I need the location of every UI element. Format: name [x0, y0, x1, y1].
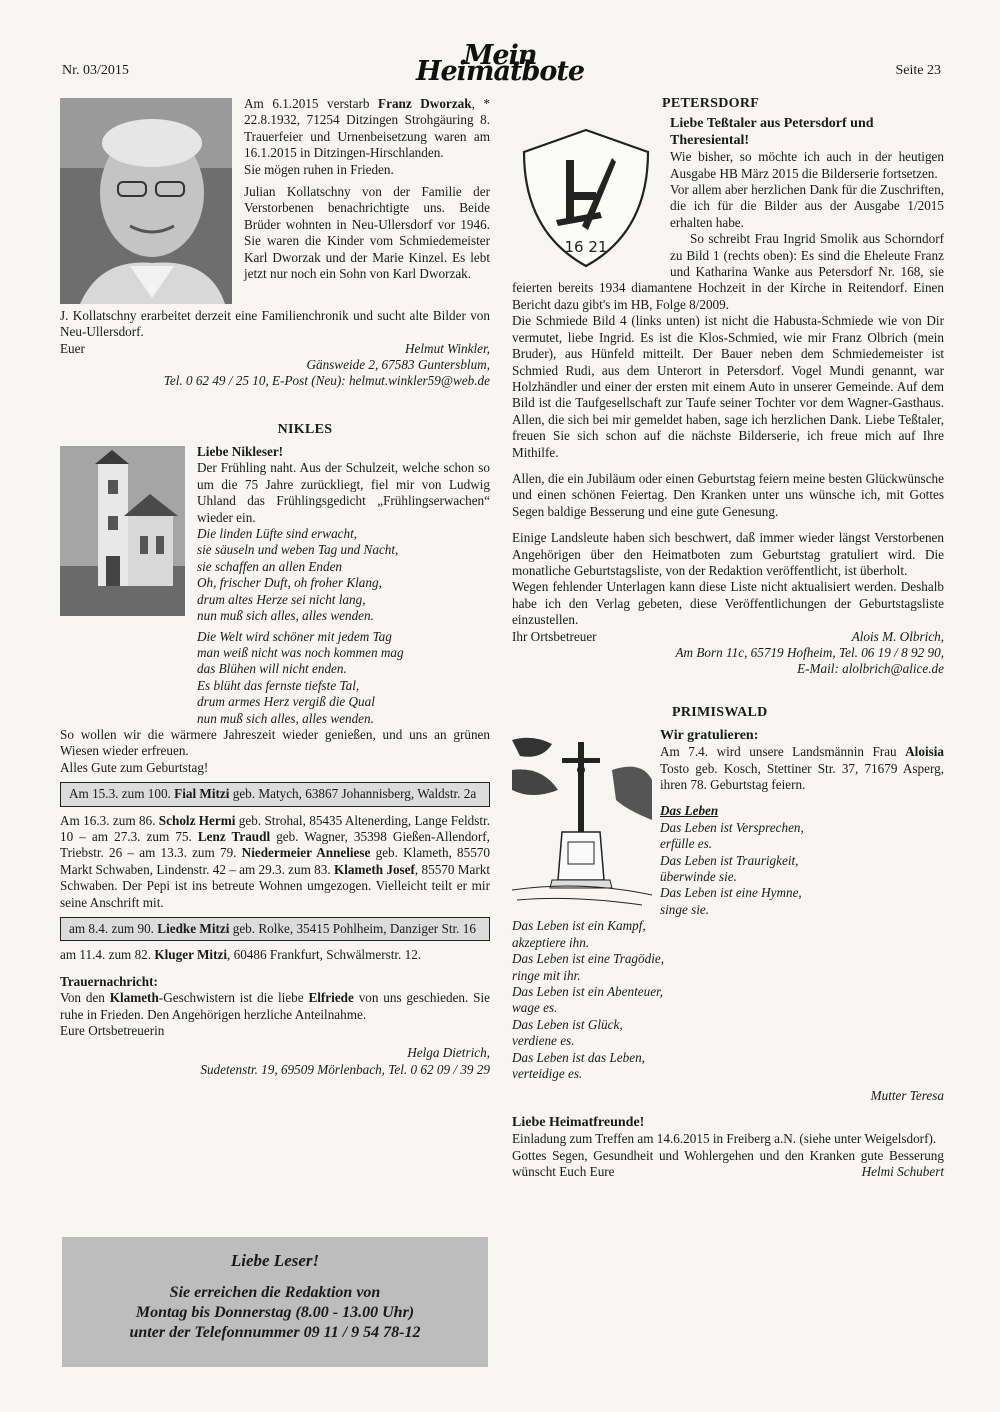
notice-line: unter der Telefonnummer 09 11 / 9 54 78-12 [129, 1324, 421, 1341]
petersdorf-section [512, 116, 944, 677]
chronicle-note: J. Kollatschny erarbeitet derzeit eine Familienchronik und sucht alte Bilder von Neu-Ullersdorf. [60, 308, 490, 340]
poem-line: sie schaffen an allen Enden [197, 558, 343, 574]
poem-title: Das Leben [660, 803, 719, 819]
signature-name: Helga Dietrich, [407, 1045, 490, 1061]
signature-address: Am Born 11c, 65719 Hofheim, Tel. 06 19 / 8 92 90, [675, 644, 944, 660]
obituary-info: Julian Kollatschny von der Familie der Verstorbenen benachrichtigte uns. Beide Brüder wohnten in Neu-Ullersdorf vor 1946. Sie waren die Kinder vom Schmiedemeister Karl Dworzak und der Marie Kinzel. Es lebt jetzt nur noch ein Sohn von Karl Dworzak. [244, 184, 490, 282]
petersdorf-paragraph: Die Schmiede Bild 4 (links unten) ist nicht die Habusta-Schmiede wie von Dir vermutet, liebe Ingrid. Es ist die Klos-Schmied, wie mir Franz Olbrich (mein Bruder), aus Hünfeld mitteilt. Der Bauer neben dem Schmiedemeister ist Schmied Rudi, aus dem Unterort in Petersdorf. Vogel Mundi genannt, war Holzhändler und einer der ersten mit einem Auto in unserer Gemeinde. Auf dem Bild ist die Taufgesellschaft zur Taufe seiner Tochter vor dem Wagner-Gasthaus. Allen, die sich bei mir gemeldet haben, sage ich herzlichen Dank. Liebe Teßtaler, freuen Sie sich schon auf die nächste Bilderserie, ich freue mich auf Ihre Mithilfe. [512, 313, 944, 460]
poem-line: Die linden Lüfte sind erwacht, [197, 526, 358, 542]
poem-line: drum altes Herze sei nicht lang, [197, 591, 366, 607]
poem-line: Das Leben ist ein Abenteuer, [512, 983, 664, 999]
signature-address: Gänsweide 2, 67583 Guntersblum, [306, 356, 490, 372]
petersdorf-paragraph: Einige Landsleute haben sich beschwert, daß immer wieder längst Verstorbenen Angehörigen über den Heimatboten zum Geburtstag gratuliert wird. Die monatliche Geburtstagsliste, von der Redaktion veröffentlicht, ist überholt. [512, 530, 944, 578]
notice-line: Sie erreichen die Redaktion von [169, 1284, 381, 1301]
signature-address: Sudetenstr. 19, 69509 Mörlenbach, Tel. 0 62 09 / 39 29 [200, 1061, 490, 1077]
poem-line: sie säuseln und weben Tag und Nacht, [197, 542, 399, 558]
signature-contact: E-Mail: alolbrich@alice.de [797, 661, 944, 676]
poem-line: man weiß nicht was noch kommen mag [197, 644, 404, 660]
primiswald-blessing: Gottes Segen, Gesundheit und Wohlergehen und den Kranken gute Besserung wünscht Euch Eure Helmi Schubert [512, 1147, 944, 1179]
poem-line: Das Leben ist das Leben, [512, 1049, 645, 1065]
right-column [512, 96, 944, 1180]
signature-name: Helmi Schubert [861, 1163, 944, 1179]
primiswald-heading: PRIMISWALD [672, 705, 768, 721]
notice-line: Montag bis Donnerstag (8.00 - 13.00 Uhr) [135, 1304, 415, 1321]
signature-name: Helmut Winkler, [405, 340, 490, 356]
poem-line: Das Leben ist Traurigkeit, [660, 852, 799, 868]
closing: Ihr Ortsbetreuer [512, 628, 597, 644]
primiswald-birthday: Am 7.4. wird unsere Landsmännin Frau Aloisia Tosto geb. Kosch, Stettiner Str. 37, 71679 Asperg, ihren 78. Geburtstag feiern. [660, 744, 944, 793]
poem-line: singe sie. [660, 901, 710, 917]
poem-line: Das Leben ist Versprechen, [660, 819, 804, 835]
signature-name: Alois M. Olbrich, [851, 628, 944, 644]
nikles-outro: So wollen wir die wärmere Jahreszeit wieder genießen, und uns an grünen Wiesen wieder erfreuen. [60, 726, 490, 759]
closing: Euer [60, 340, 85, 356]
poem-line: ringe mit ihr. [512, 967, 581, 983]
petersdorf-paragraph: Wegen fehlender Unterlagen kann diese Liste nicht aktualisiert werden. Deshalb habe ich den Verlag gebeten, diese Veröffentlichungen der Geburtstagsliste einzustellen. [512, 579, 944, 628]
poem-line: Es blüht das fernste tiefste Tal, [197, 677, 360, 693]
poem-line: überwinde sie. [660, 869, 737, 885]
poem-line: drum armes Herz vergiß die Qual [197, 694, 375, 710]
nikles-intro: Der Frühling naht. Aus der Schulzeit, welche schon so um die 75 Jahre zurückliegt, fiel mir von Ludwig Uhland das Frühlingsgedicht „Frühlingserwachen“ wieder ein. [197, 460, 490, 525]
closing: Eure Ortsbetreuerin [60, 1023, 165, 1039]
shield-year: 16 21 [564, 238, 608, 257]
nikles-birthday-intro: Alles Gute zum Geburtstag! [60, 759, 209, 775]
editorial-notice-box [62, 1237, 488, 1367]
signature-contact: Tel. 0 62 49 / 25 10, E-Post (Neu): helmut.winkler59@web.de [163, 373, 490, 389]
poem-line: nun muß sich alles, alles wenden. [197, 608, 374, 624]
poem-line: Die Welt wird schöner mit jedem Tag [197, 628, 392, 644]
portrait-photo [60, 98, 232, 304]
page-number: Seite 23 [895, 63, 941, 78]
nikles-section [60, 444, 490, 1078]
poem-line: Das Leben ist Glück, [512, 1016, 623, 1032]
obituary-text: Am 6.1.2015 verstarb Franz Dworzak, * 22.8.1932, 71254 Ditzingen Strohgäuring 8. Trauerfeier und Urnenbeisetzung waren am 16.1.2015 in Ditzingen-Hirschlanden. [244, 96, 490, 161]
poem-line: Oh, frischer Duft, oh froher Klang, [197, 575, 382, 591]
petersdorf-paragraph: Wie bisher, so möchte ich auch in der heutigen Ausgabe HB März 2015 die Bilderserie fortsetzen. [670, 149, 944, 181]
petersdorf-heading: PETERSDORF [662, 96, 760, 111]
petersdorf-greeting: Liebe Teßtaler aus Petersdorf und Theresiental! [670, 116, 874, 148]
primiswald-greeting-2: Liebe Heimatfreunde! [512, 1114, 645, 1130]
birthday-list: Am 16.3. zum 86. Scholz Hermi geb. Strohal, 85435 Altenerding, Lange Feldstr. 10 – am 27.3. zum 75. Lenz Traudl geb. Wagner, 35398 Gießen-Allendorf, Triebstr. 26 – am 13.3. zum 79. Niedermeier Anneliese geb. Klameth, 85570 Markt Schwaben, Lindenstr. 42 – am 29.3. zum 83. Klameth Josef, 85570 Markt Schwaben. Der Pepi ist ins betreute Wohnen umgezogen. Vielleicht teilt er mir seine Anschrift mit. [60, 812, 491, 910]
obituary-section [60, 96, 490, 390]
birthday-entry: am 11.4. zum 82. Kluger Mitzi, 60486 Frankfurt, Schwälmerstr. 12. [60, 947, 422, 963]
poem-line: Das Leben ist ein Kampf, [512, 918, 646, 934]
coat-of-arms [516, 122, 656, 272]
obituary-rest: Sie mögen ruhen in Frieden. [244, 161, 394, 177]
church-photo [60, 446, 185, 616]
poem-line: Das Leben ist eine Tragödie, [512, 951, 665, 967]
notice-title: Liebe Leser! [230, 1251, 320, 1270]
left-column [60, 96, 490, 1078]
nikles-heading: NIKLES [277, 421, 333, 437]
issue-number: Nr. 03/2015 [62, 63, 129, 78]
birthday-box-2: am 8.4. zum 90. Liedke Mitzi geb. Rolke, 35415 Pohlheim, Danziger Str. 16 [60, 917, 490, 941]
wayside-cross-drawing [512, 730, 652, 910]
mourning-heading: Trauernachricht: [60, 973, 158, 989]
poem-line: erfülle es. [660, 836, 713, 852]
poem-author: Mutter Teresa [870, 1088, 944, 1104]
poem-line: wage es. [512, 1000, 558, 1016]
primiswald-section [512, 728, 944, 1181]
poem-line: verteidige es. [512, 1065, 583, 1081]
poem-line: Das Leben ist eine Hymne, [660, 885, 802, 901]
mourning-text: Von den Klameth-Geschwistern ist die liebe Elfriede von uns geschieden. Sie ruhe in Frieden. Den Angehörigen herzliche Anteilnahme. [60, 990, 490, 1022]
poem-line: verdiene es. [512, 1033, 575, 1049]
petersdorf-paragraph: Allen, die ein Jubiläum oder einen Geburtstag feiern meine besten Glückwünsche und einen schönen Feiertag. Den Kranken unter uns wünsche ich, mit Gottes Segen baldige Besserung und eine gute Genesung. [512, 470, 944, 519]
primiswald-greeting: Wir gratulieren: [660, 727, 759, 743]
petersdorf-paragraph: So schreibt Frau Ingrid Smolik aus Schorndorf zu Bild 1 (rechts oben): Es sind die Eheleute Franz und Katharina Wanke aus Petersdorf Nr. 168, sie feierten bereits 1934 diamantene Hochzeit in der Kirche in Reitendorf. Einen Bericht dazu gibt's im HB, Folge 8/2009. [512, 231, 944, 312]
nikles-greeting: Liebe Nikleser! [197, 444, 284, 460]
masthead-logo: Mein Heimatbote [415, 40, 585, 88]
poem-line: akzeptiere ihn. [512, 934, 590, 950]
poem-line: das Blühen will nicht enden. [197, 661, 347, 677]
primiswald-invitation: Einladung zum Treffen am 14.6.2015 in Freiberg a.N. (siehe unter Weigelsdorf). [512, 1131, 937, 1147]
birthday-box-1: Am 15.3. zum 100. Fial Mitzi geb. Matych, 63867 Johannisberg, Waldstr. 2a [60, 782, 490, 806]
poem-stanza-2 [197, 629, 490, 727]
poem-line: nun muß sich alles, alles wenden. [197, 710, 374, 726]
petersdorf-paragraph: Vor allem aber herzlichen Dank für die Zuschriften, die ich für die Bilder aus der Ausgabe 1/2015 erhalten habe. [670, 182, 944, 230]
